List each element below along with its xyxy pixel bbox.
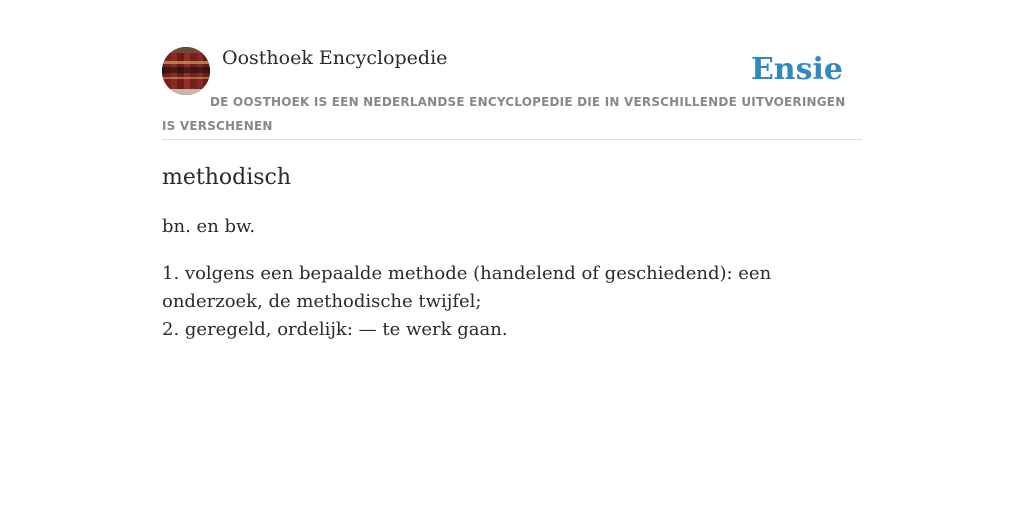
entry-definitions [162,260,862,344]
header-divider [162,139,862,140]
entry-title: methodisch [162,165,292,190]
entry-grammar: bn. en bw. [162,216,256,237]
bookshelf-icon [162,47,210,95]
definition-item: 2. geregeld, ordelijk: — te werk gaan. [162,319,508,340]
entry-content [162,160,862,344]
brand-logo[interactable]: Ensie [750,52,843,87]
site-tagline: DE OOSTHOEK IS EEN NEDERLANDSE ENCYCLOPEDIE DIE IN VERSCHILLENDE UITVOERINGEN IS VERSCHENEN [162,95,846,133]
avatar[interactable] [162,47,210,95]
site-title[interactable]: Oosthoek Encyclopedie [222,47,448,69]
definition-item: 1. volgens een bepaalde methode (handelend of geschiedend): een onderzoek, de methodische twijfel; [162,263,772,312]
